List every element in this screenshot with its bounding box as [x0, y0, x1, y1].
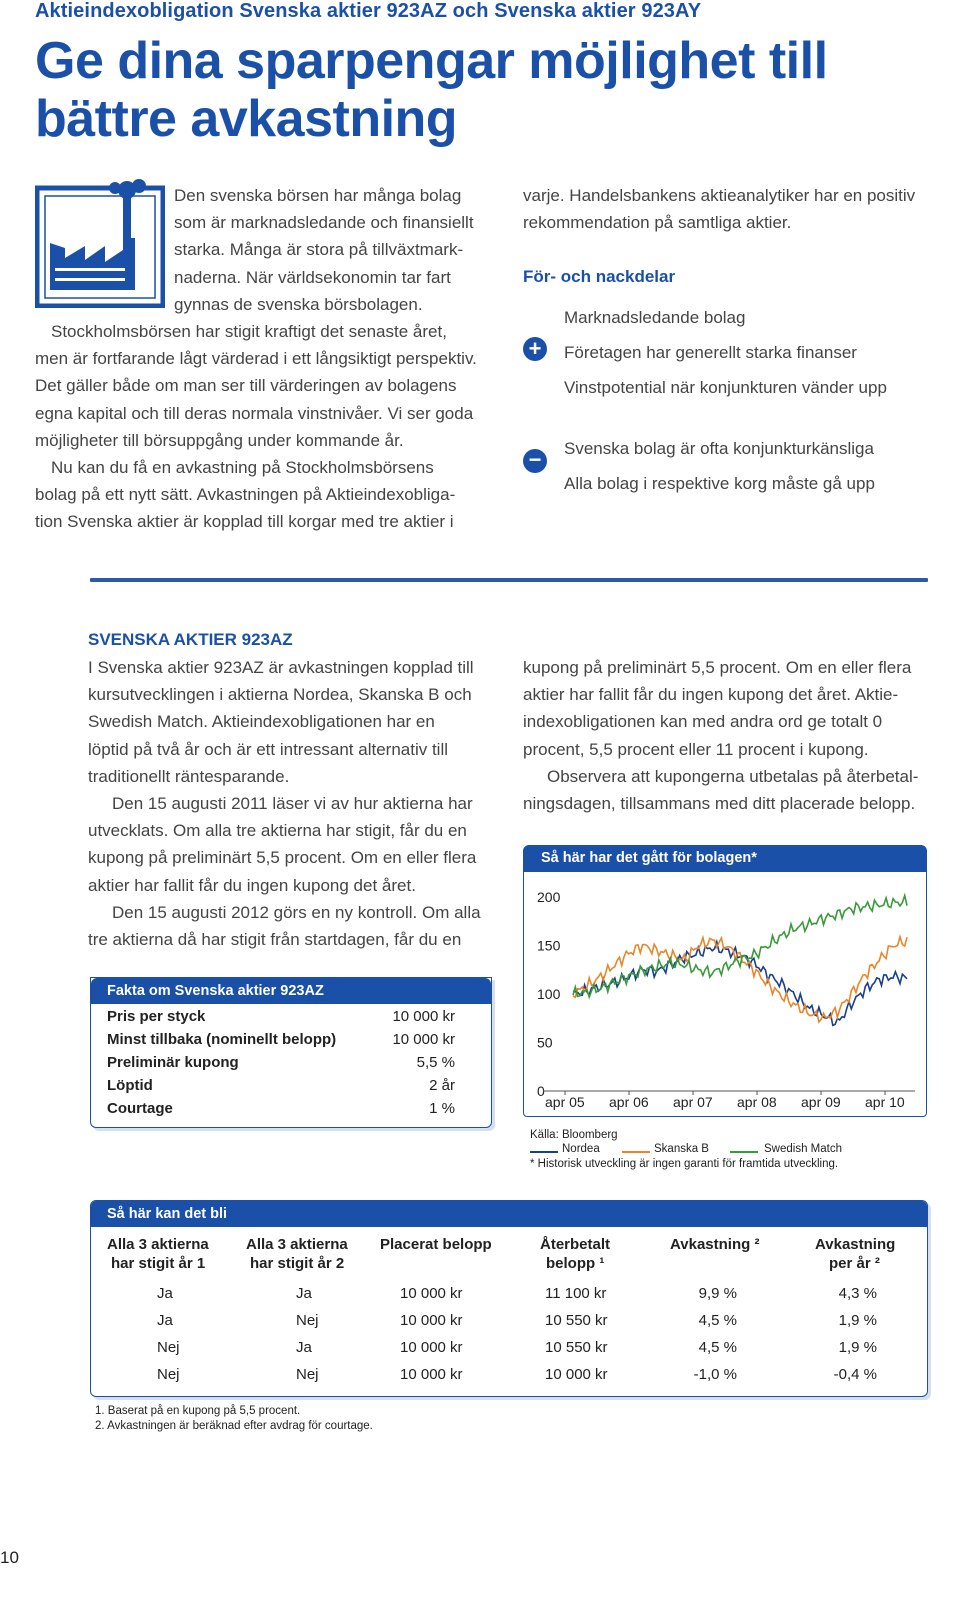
table-cell: Nej	[157, 1339, 180, 1356]
fact-row: Minst tillbaka (nominellt belopp) 10 000 kr	[107, 1031, 455, 1048]
table-cell: Ja	[296, 1339, 312, 1356]
section-divider	[90, 578, 928, 582]
table-cell: Nej	[157, 1366, 180, 1383]
pros-list	[564, 300, 887, 405]
fact-row: Löptid 2 år	[107, 1077, 455, 1094]
pro-item: Vinstpotential när konjunkturen vänder upp	[564, 378, 887, 397]
legend-skanska: Skanska B	[654, 1143, 709, 1155]
pros-cons-title: För- och nackdelar	[523, 267, 676, 286]
table-cell: Nej	[296, 1366, 319, 1383]
legend-nordea: Nordea	[562, 1143, 600, 1155]
con-item: Svenska bolag är ofta konjunkturkänsliga	[564, 439, 874, 458]
intro-continued: varje. Handelsbankens aktieanalytiker har en positiv rekommendation på samtliga aktier.	[523, 186, 916, 233]
intro-text: Den svenska börsen har många bolag som är marknadsledande och finansiellt starka. Många är stora på tillväxtmark- naderna. När världsekonomin tar fart gynnas de svenska börsbolagen. Stockholmsbörsen har stigit kraftigt det senaste året, men är fortfarande lågt värderad i ett långsiktigt perspektiv. Det gäller både om man ser till värderingen av bolagens egna kapital och till deras normala vinstnivåer. Vi ser goda möjligheter till börsuppgång under kommande år. Nu kan du få en avkastning på Stockholmsbörsens bolag på ett nytt sätt. Avkastningen på Aktieindexobliga- tion Svenska aktier är kopplad till korgar med tre aktier i	[35, 186, 477, 532]
line-chart	[523, 871, 927, 1117]
chart-footnote: * Historisk utveckling är ingen garanti för framtida utveckling.	[530, 1158, 839, 1170]
section-title: SVENSKA AKTIER 923AZ	[88, 630, 293, 649]
footnote-1: 1. Baserat på en kupong på 5,5 procent.	[95, 1405, 301, 1417]
col-header: Avkastning per år ²	[815, 1236, 896, 1272]
legend-swatch-nordea	[530, 1151, 558, 1153]
legend-swatch-skanska	[622, 1151, 650, 1153]
table-cell: Nej	[296, 1312, 319, 1329]
col-header: Återbetalt belopp ¹	[540, 1236, 611, 1272]
fact-row: Courtage 1 %	[107, 1100, 455, 1117]
kicker: Aktieindexobligation Svenska aktier 923AZ och Svenska aktier 923AY	[35, 0, 702, 22]
table-cell: Ja	[296, 1285, 312, 1302]
table-cell: Ja	[157, 1312, 173, 1329]
table-cell: 1,9 %	[838, 1339, 877, 1356]
table-cell: 4,5 %	[698, 1339, 737, 1356]
table-cell: 1,9 %	[838, 1312, 877, 1329]
page-number: 10	[0, 1548, 19, 1567]
y-tick-label: 50	[537, 1034, 553, 1051]
facts-title: Fakta om Svenska aktier 923AZ	[91, 978, 491, 1004]
table-cell: 4,3 %	[838, 1285, 877, 1302]
section-text-left: I Svenska aktier 923AZ är avkastningen kopplad till kursutvecklingen i aktierna Nordea, Skanska B och Swedish Match. Aktieindexobligationen har en löptid på två år och är ett intressant alternativ till traditionellt räntesparande. Den 15 augusti 2011 läser vi av hur aktierna har utvecklats. Om alla tre aktierna har stigit, får du en kupong på preliminärt 5,5 procent. Om en eller flera aktier har fallit får du ingen kupong det året. Den 15 augusti 2012 görs en ny kontroll. Om alla tre aktierna då har stigit från startdagen, får du en	[88, 658, 481, 950]
fact-row: Preliminär kupong 5,5 %	[107, 1054, 455, 1071]
section-text-right: kupong på preliminärt 5,5 procent. Om en eller flera aktier har fallit får du ingen kupong det året. Aktie- indexobligationen kan med andra ord ge totalt 0 procent, 5,5 procent eller 11 procent i kupong. Observera att kupongerna utbetalas på återbetal- ningsdagen, tillsammans med ditt placerade belopp.	[523, 658, 919, 814]
scenario-table	[90, 1200, 928, 1397]
y-tick-label: 150	[537, 937, 561, 954]
chart-source: Källa: Bloomberg	[530, 1129, 618, 1141]
x-tick-label: apr 10	[865, 1094, 905, 1110]
pro-item: Företagen har generellt starka finanser	[564, 343, 857, 362]
col-header: Placerat belopp	[380, 1236, 492, 1253]
table-cell: 11 100 kr	[545, 1285, 607, 1302]
table-cell: -1,0 %	[693, 1366, 737, 1383]
footnote-2: 2. Avkastningen är beräknad efter avdrag för courtage.	[95, 1420, 373, 1432]
table-cell: 10 000 kr	[400, 1366, 463, 1383]
y-tick-label: 0	[537, 1083, 545, 1099]
col-header: Alla 3 aktierna har stigit år 1	[107, 1236, 209, 1272]
chart-legend	[530, 1143, 930, 1159]
col-header: Avkastning ²	[670, 1236, 760, 1253]
page-title: Ge dina sparpengar möjlighet till bättre avkastning	[35, 32, 828, 148]
plus-icon: +	[523, 337, 547, 361]
facts-box	[90, 977, 492, 1128]
series-line-swedish-match	[573, 896, 907, 998]
x-tick-label: apr 09	[801, 1094, 841, 1110]
x-tick-label: apr 08	[737, 1094, 777, 1110]
legend-swatch-swedish-match	[730, 1151, 758, 1153]
y-tick-label: 200	[537, 889, 561, 905]
table-cell: 10 000 kr	[545, 1366, 608, 1383]
cons-list	[564, 431, 875, 501]
table-cell: 10 000 kr	[400, 1285, 463, 1302]
chart-title: Så här har det gått för bolagen*	[523, 845, 927, 871]
table-cell: 10 000 kr	[400, 1312, 463, 1329]
table-cell: Ja	[157, 1285, 173, 1302]
scenario-title: Så här kan det bli	[91, 1201, 927, 1227]
table-cell: 10 550 kr	[545, 1339, 608, 1356]
legend-swedish-match: Swedish Match	[764, 1143, 842, 1155]
fact-row: Pris per styck 10 000 kr	[107, 1008, 455, 1025]
chart-box	[523, 845, 927, 1117]
table-cell: 10 000 kr	[400, 1339, 463, 1356]
table-cell: 9,9 %	[698, 1285, 737, 1302]
y-tick-label: 100	[537, 986, 561, 1002]
x-tick-label: apr 07	[673, 1094, 713, 1110]
con-item: Alla bolag i respektive korg måste gå upp	[564, 474, 875, 493]
x-tick-label: apr 06	[609, 1094, 649, 1110]
pro-item: Marknadsledande bolag	[564, 308, 746, 327]
x-tick-label: apr 05	[545, 1094, 585, 1110]
table-cell: -0,4 %	[833, 1366, 877, 1383]
table-cell: 4,5 %	[698, 1312, 737, 1329]
table-cell: 10 550 kr	[545, 1312, 608, 1329]
col-header: Alla 3 aktierna har stigit år 2	[246, 1236, 348, 1272]
minus-icon: −	[523, 449, 547, 473]
